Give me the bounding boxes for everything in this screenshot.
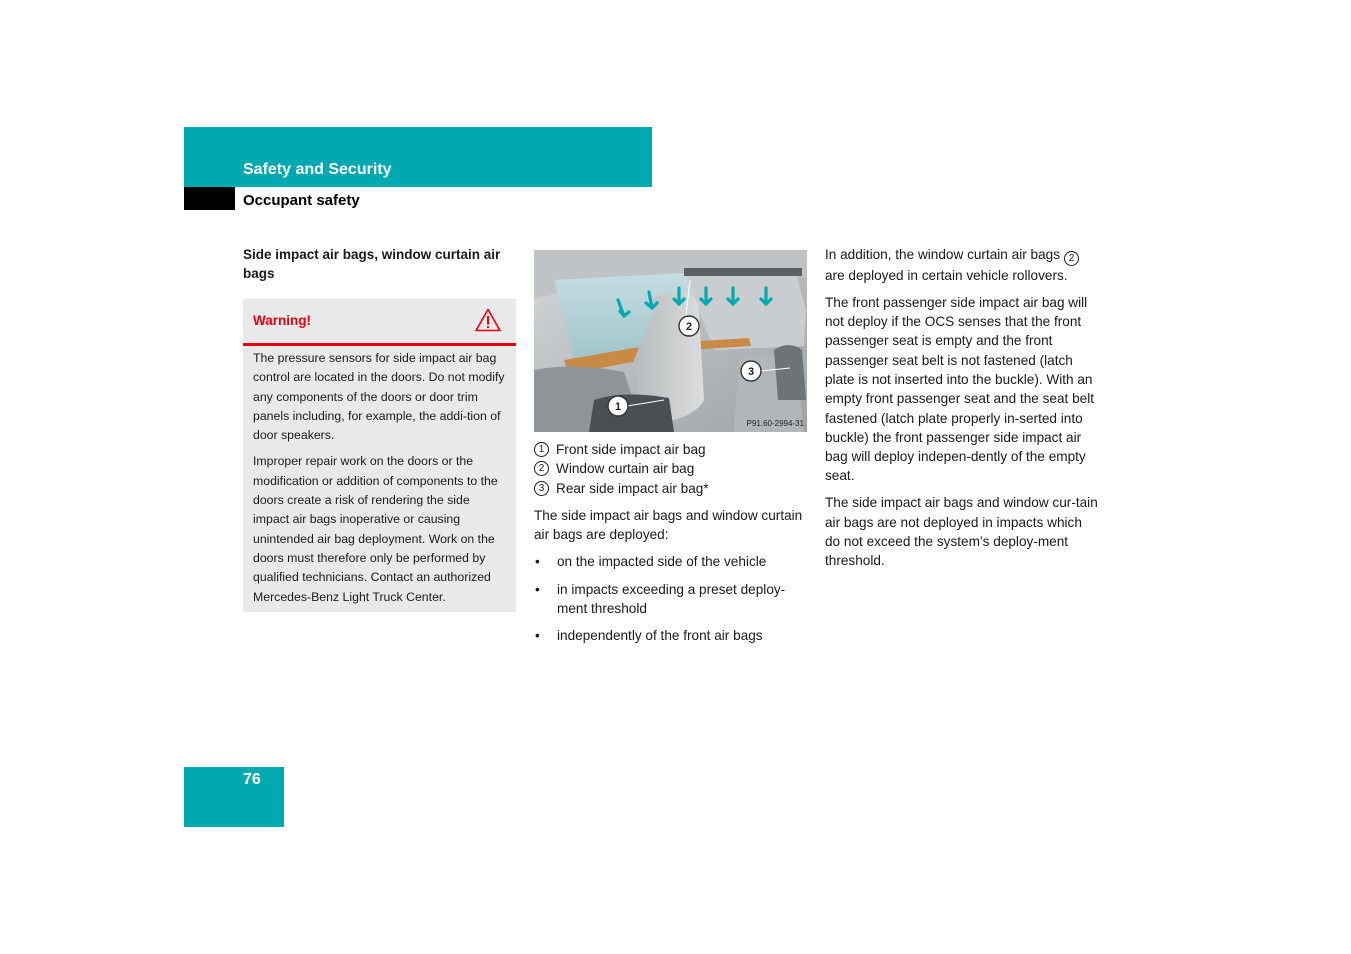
legend-item	[534, 479, 806, 498]
list-item: • on the impacted side of the vehicle	[534, 552, 806, 571]
legend-text: Rear side impact air bag*	[556, 480, 709, 496]
callout-label: 2	[685, 321, 693, 333]
callout-number: 3	[534, 481, 549, 496]
warning-box	[243, 299, 516, 612]
page-number: 76	[243, 771, 261, 788]
legend-item	[534, 459, 806, 478]
deployment-list	[534, 552, 806, 645]
warning-text	[253, 349, 508, 614]
warning-paragraph: The pressure sensors for side impact air bag control are located in the doors. Do not modify any components of the doors or door trim panels including, for example, the addi-tion of door speakers.	[253, 351, 505, 443]
ocs-paragraph: The front passenger side impact air bag will not deploy if the OCS senses that the front passenger seat is empty and the front passenger seat belt is not fastened (latch plate is not inserted into the buckle). With an empty front passenger seat and the seat belt fastened (latch plate properly in-serted into buckle) the front passenger side impact air bag will deploy indepen-dently of the empty seat.	[825, 294, 1095, 484]
legend-text: Front side impact air bag	[556, 442, 706, 457]
topic-heading: Side impact air bags, window curtain air bags	[243, 247, 501, 281]
threshold-paragraph: The side impact air bags and window cur-tain air bags are not deployed in impacts which do not exceed the system’s deploy-ment threshold.	[825, 495, 1098, 569]
deployment-intro: The side impact air bags and window curtain air bags are deployed:	[534, 507, 803, 543]
warning-paragraph: Improper repair work on the doors or the modification or addition of components to the doors create a risk of rendering the side impact air bags inoperative or causing unintended air bag deployment. Work on the doors must therefore only be performed by qualified technicians. Contact an authorized Mercedes-Benz Light Truck Center.	[253, 454, 498, 604]
section-marker	[184, 187, 235, 210]
subsection-title: Occupant safety	[243, 192, 360, 209]
warning-triangle-icon	[475, 308, 501, 332]
airbag-illustration	[534, 250, 807, 432]
rollover-paragraph	[825, 245, 1100, 285]
figure-code: P91.60-2994-31	[746, 419, 804, 428]
callout-number: 2	[534, 461, 549, 476]
section-title: Safety and Security	[243, 161, 392, 178]
legend-text: Window curtain air bag	[556, 461, 695, 477]
figure-legend-column	[534, 440, 806, 654]
callout-label: 1	[614, 401, 622, 413]
warning-header	[243, 299, 516, 346]
warning-label: Warning!	[253, 313, 311, 328]
list-item: • independently of the front air bags	[534, 626, 806, 645]
callout-number: 1	[534, 442, 549, 457]
callout-label: 3	[747, 366, 755, 378]
callout-number: 2	[1064, 251, 1079, 266]
list-item: • in impacts exceeding a preset deploy-ment threshold	[534, 580, 806, 619]
rollover-text: In addition, the window curtain air bags	[825, 247, 1061, 262]
legend-item	[534, 440, 806, 459]
rollover-text: are deployed in certain vehicle rollovers.	[825, 268, 1068, 283]
body-text-column	[825, 245, 1100, 578]
page-number-box	[184, 767, 284, 827]
